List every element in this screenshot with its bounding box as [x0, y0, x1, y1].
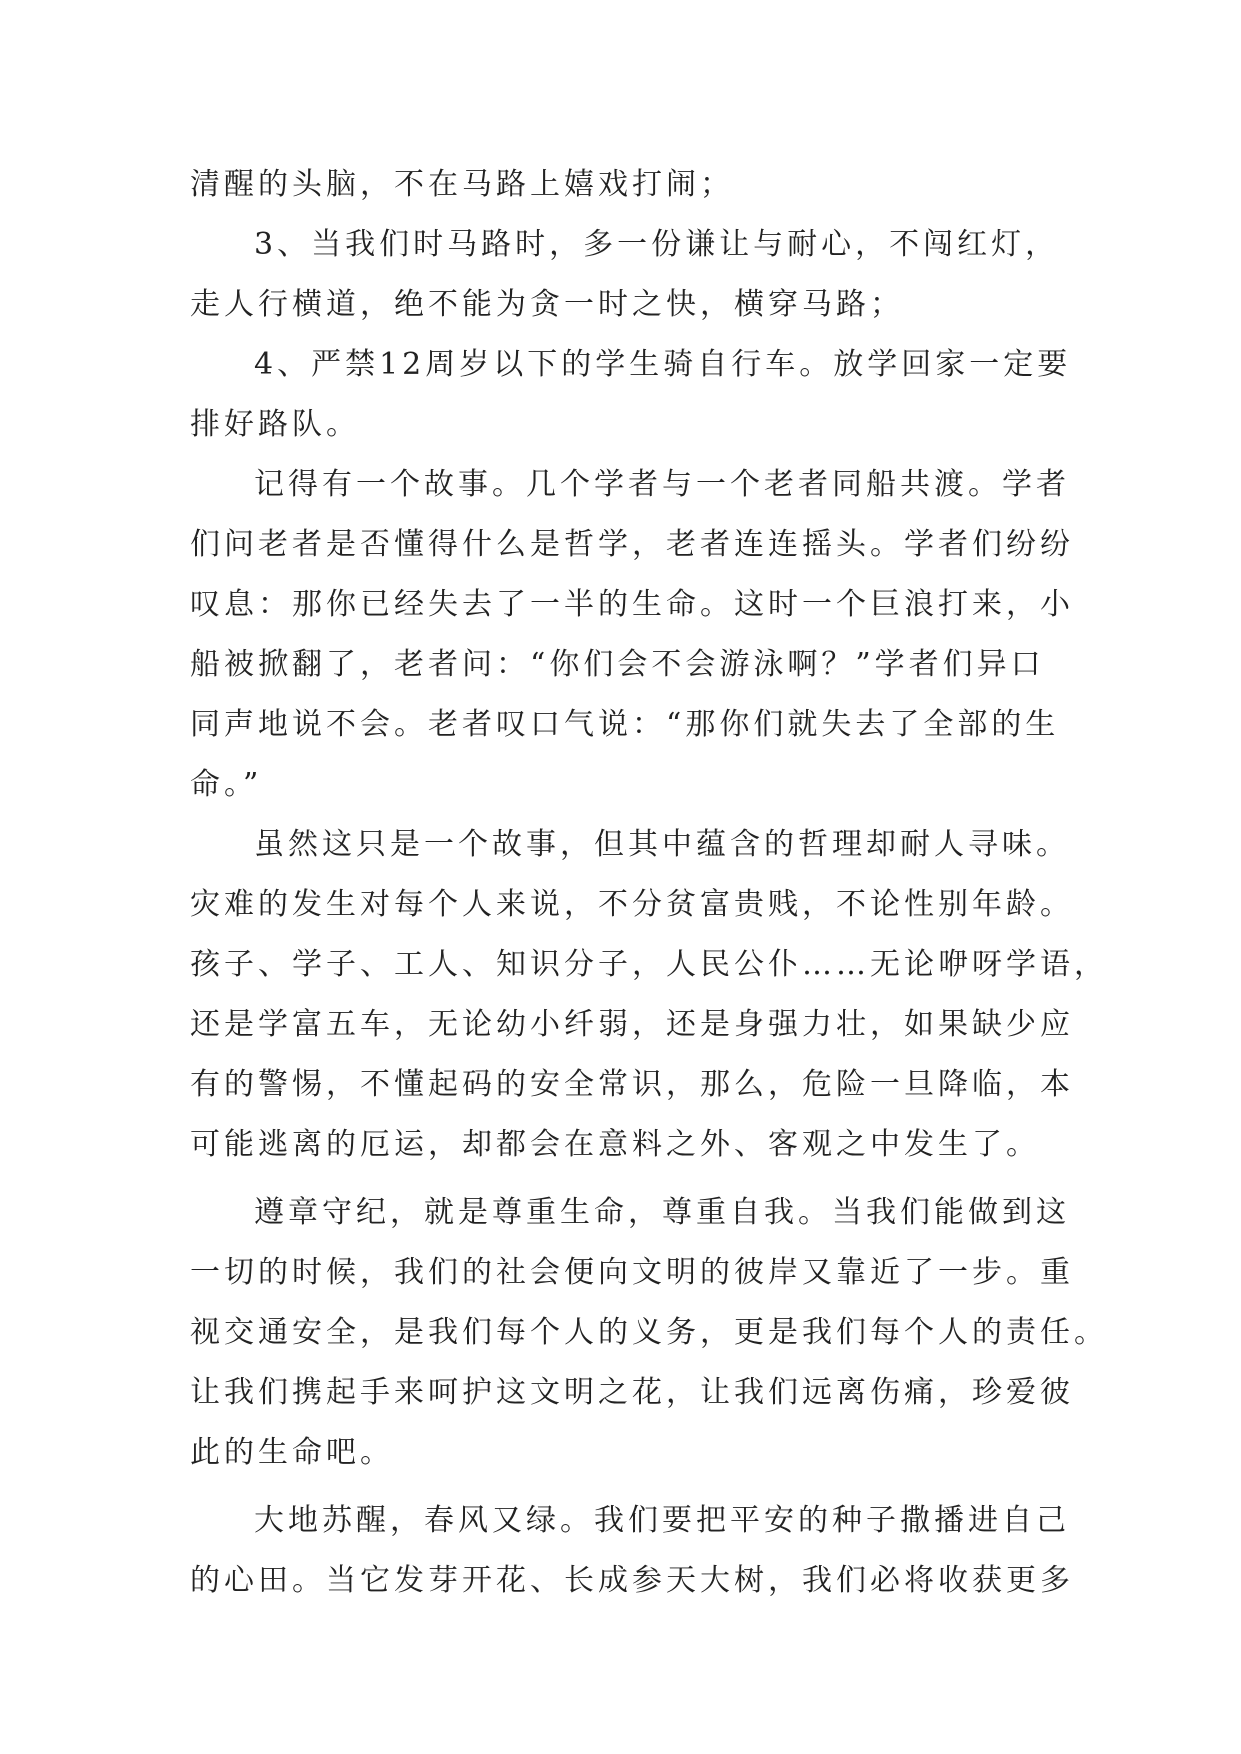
document-body	[190, 155, 1108, 1611]
paragraph-line: 叹息：那你已经失去了一半的生命。这时一个巨浪打来，小	[190, 587, 1074, 622]
paragraph-line: 孩子、学子、工人、知识分子，人民公仆……无论咿呀学语，	[190, 947, 1108, 982]
paragraph-line: 有的警惕，不懂起码的安全常识，那么，危险一旦降临，本	[190, 1067, 1074, 1102]
paragraph-line: 3、当我们时马路时，多一份谦让与耐心，不闯红灯，	[254, 227, 1060, 262]
paragraph-line: 走人行横道，绝不能为贪一时之快，横穿马路；	[190, 287, 904, 322]
paragraph-line: 一切的时候，我们的社会便向文明的彼岸又靠近了一步。重	[190, 1255, 1074, 1290]
paragraph-6	[190, 1183, 1108, 1483]
paragraph-line: 的心田。当它发芽开花、长成参天大树，我们必将收获更多	[190, 1563, 1074, 1598]
paragraph-line: 命。”	[190, 767, 263, 802]
paragraph-5	[190, 815, 1108, 1175]
paragraph-line: 排好路队。	[190, 407, 360, 442]
paragraph-line: 清醒的头脑，不在马路上嬉戏打闹；	[190, 167, 734, 202]
paragraph-line: 同声地说不会。老者叹口气说：“那你们就失去了全部的生	[190, 707, 1060, 742]
paragraph-line: 还是学富五车，无论幼小纤弱，还是身强力壮，如果缺少应	[190, 1007, 1074, 1042]
paragraph-line: 让我们携起手来呵护这文明之花，让我们远离伤痛，珍爱彼	[190, 1375, 1074, 1410]
paragraph-line: 灾难的发生对每个人来说，不分贫富贵贱，不论性别年龄。	[190, 887, 1074, 922]
paragraph-line: 虽然这只是一个故事，但其中蕴含的哲理却耐人寻味。	[254, 827, 1070, 862]
paragraph-7	[190, 1491, 1074, 1611]
paragraph-3	[190, 335, 1072, 455]
paragraph-4	[190, 455, 1074, 815]
paragraph-line: 记得有一个故事。几个学者与一个老者同船共渡。学者	[254, 467, 1070, 502]
paragraph-line: 4、严禁12周岁以下的学生骑自行车。放学回家一定要	[254, 347, 1072, 382]
paragraph-2	[190, 215, 1060, 335]
paragraph-line: 们问老者是否懂得什么是哲学，老者连连摇头。学者们纷纷	[190, 527, 1074, 562]
paragraph-line: 此的生命吧。	[190, 1435, 394, 1470]
paragraph-line: 大地苏醒，春风又绿。我们要把平安的种子撒播进自己	[254, 1503, 1070, 1538]
paragraph-line: 遵章守纪，就是尊重生命，尊重自我。当我们能做到这	[254, 1195, 1070, 1230]
paragraph-line: 船被掀翻了，老者问：“你们会不会游泳啊？”学者们异口	[190, 647, 1045, 682]
paragraph-1	[190, 155, 1055, 215]
paragraph-line: 可能逃离的厄运，却都会在意料之外、客观之中发生了。	[190, 1127, 1040, 1162]
paragraph-line: 视交通安全，是我们每个人的义务，更是我们每个人的责任。	[190, 1315, 1108, 1350]
